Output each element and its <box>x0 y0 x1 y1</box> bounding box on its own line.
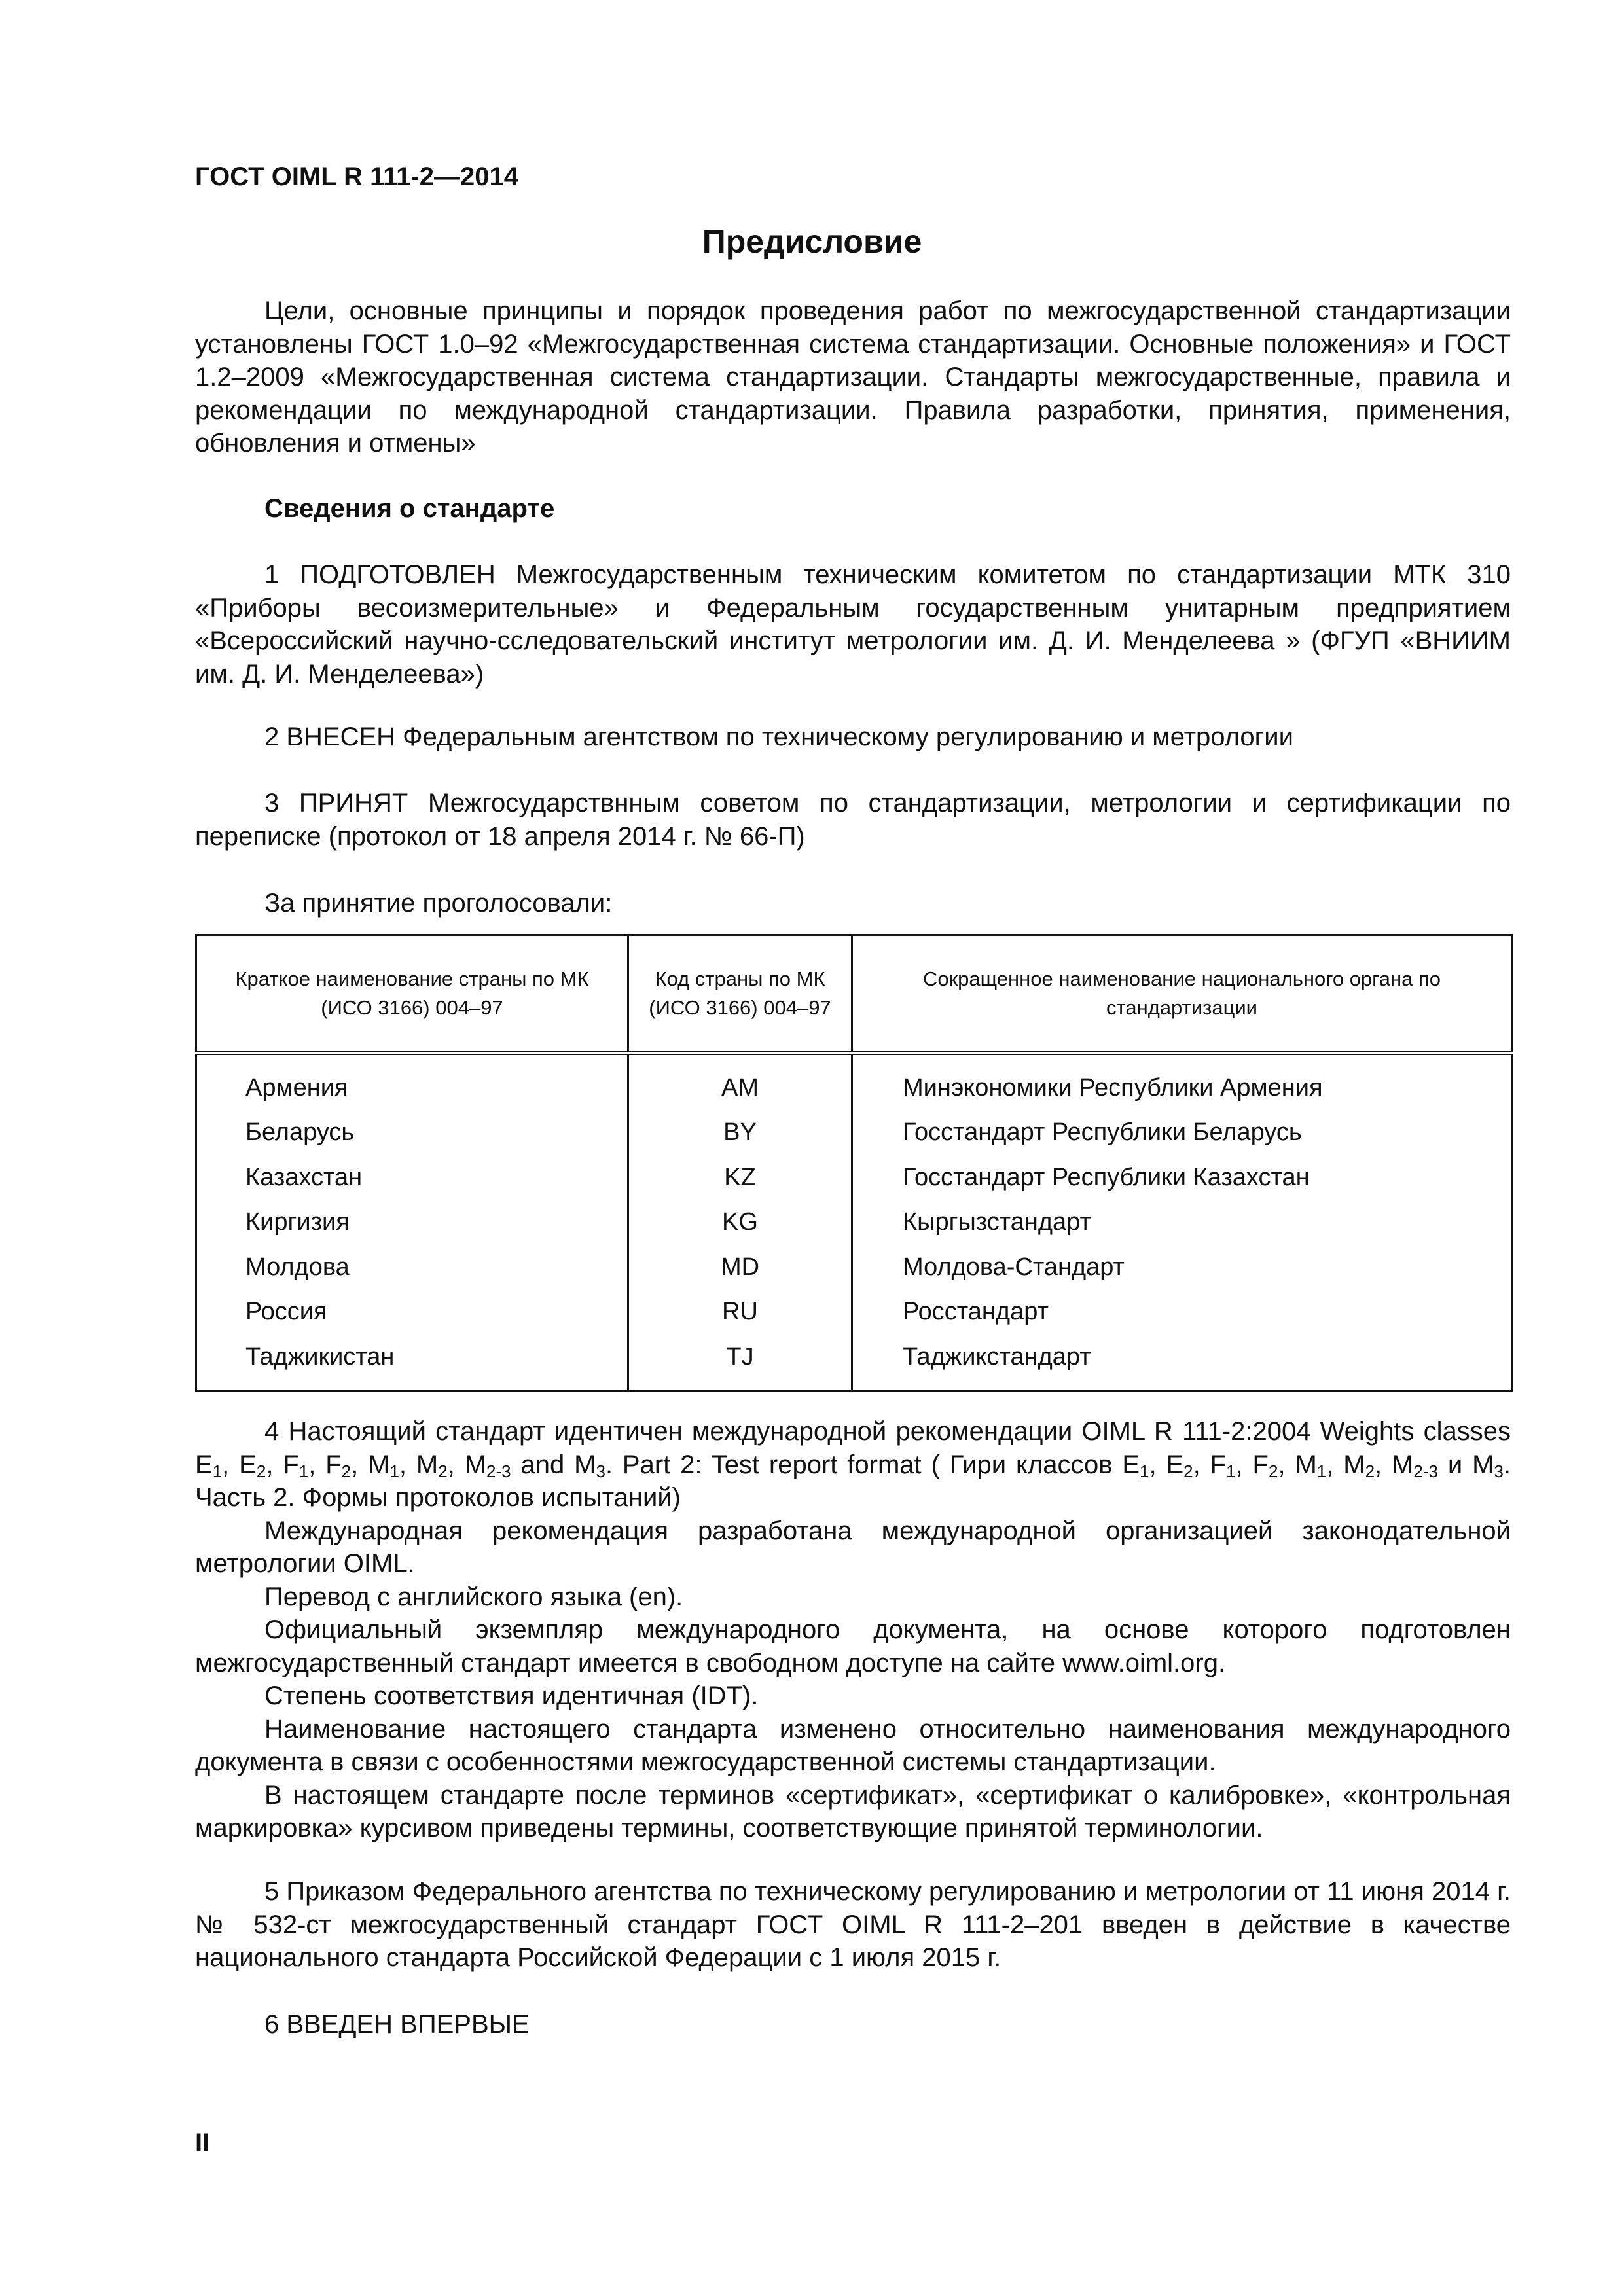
code-cell: KG <box>628 1200 852 1246</box>
body-cell: Молдова-Стандарт <box>852 1245 1512 1290</box>
column-header-country: Краткое наименование страны по МК (ИСО 3166) 004–97 <box>196 935 628 1054</box>
item-2-paragraph: 2 ВНЕСЕН Федеральным агентством по техническому регулированию и метрологии <box>264 723 1293 751</box>
item-4-line: Международная рекомендация разработана международной организацией законодательной метрологии OIML. <box>195 1516 1511 1578</box>
item-4-block <box>195 1415 1511 1845</box>
country-cell: Киргизия <box>196 1200 628 1246</box>
code-cell: BY <box>628 1111 852 1156</box>
intro-block <box>195 295 1511 460</box>
item-4-line: Наименование настоящего стандарта изменено относительно наименования международного документа в связи с особенностями межгосударственной системы стандартизации. <box>195 1714 1511 1776</box>
item-4-line: В настоящем стандарте после терминов «сертификат», «сертификат о калибровке», «контрольная маркировка» курсивом приведены термины, соответствующие принятой терминологии. <box>195 1780 1511 1842</box>
body-cell: Таджикстандарт <box>852 1335 1512 1391</box>
item-3-block <box>195 787 1511 853</box>
table-row <box>196 1290 1512 1335</box>
table-row <box>196 1155 1512 1200</box>
code-cell: KZ <box>628 1155 852 1200</box>
body-cell: Госстандарт Республики Беларусь <box>852 1111 1512 1156</box>
code-cell: RU <box>628 1290 852 1335</box>
vote-label-block <box>195 887 1511 920</box>
voting-table <box>195 934 1513 1392</box>
column-header-body: Сокращенное наименование национального органа по стандартизации <box>852 935 1512 1054</box>
item-4-line: Перевод с английского языка (en). <box>264 1582 683 1611</box>
country-cell: Беларусь <box>196 1111 628 1156</box>
item-4-paragraph: 4 Настоящий стандарт идентичен международной рекомендации OIML R 111-2:2004 Weights classes $E_1$, $E_2$, $F_1$, $F_2$, $M_1$, $M_2$, $M_{2-3}$ and $M_3$. Part 2: Test report format ( Гири классов $E_1$, $E_2$, $F_1$, $F_2$, $M_1$, $M_2$, $M_{2-3}$ и $M_3$. Часть 2. Формы протоколов испытаний) <box>195 1417 1511 1512</box>
table-row <box>196 1053 1512 1111</box>
body-cell: Минэкономики Республики Армения <box>852 1053 1512 1111</box>
table-row <box>196 1245 1512 1290</box>
table-header-row <box>196 935 1512 1054</box>
item-4-line: Степень соответствия идентичная (IDT). <box>264 1681 759 1710</box>
item-2-block <box>195 721 1511 754</box>
table-row <box>196 1111 1512 1156</box>
item-6-paragraph: 6 ВВЕДЕН ВПЕРВЫЕ <box>264 2010 530 2039</box>
code-cell: AM <box>628 1053 852 1111</box>
item-5-block <box>195 1875 1511 1975</box>
table-row <box>196 1200 1512 1246</box>
body-cell: Росстандарт <box>852 1290 1512 1335</box>
country-cell: Казахстан <box>196 1155 628 1200</box>
info-heading: Сведения о стандарте <box>264 494 555 523</box>
item-3-paragraph: 3 ПРИНЯТ Межгосударствнным советом по стандартизации, метрологии и сертификации по переписке (протокол от 18 апреля 2014 г. № 66-П) <box>195 789 1511 851</box>
item-5-paragraph: 5 Приказом Федерального агентства по техническому регулированию и метрологии от 11 июня 2014 г. № 532-ст межгосударственный стандарт ГОСТ OIML R 111-2–201 введен в действие в качестве национального стандарта Российской Федерации с 1 июля 2015 г. <box>195 1877 1511 1972</box>
document-code: ГОСТ OIML R 111-2—2014 <box>195 162 518 191</box>
country-cell: Молдова <box>196 1245 628 1290</box>
body-cell: Госстандарт Республики Казахстан <box>852 1155 1512 1200</box>
code-cell: TJ <box>628 1335 852 1391</box>
code-cell: MD <box>628 1245 852 1290</box>
intro-paragraph: Цели, основные принципы и порядок проведения работ по межгосударственной стандартизации установлены ГОСТ 1.0–92 «Межгосударственная система стандартизации. Основные положения» и ГОСТ 1.2–2009 «Межгосударственная система стандартизации. Стандарты межгосударственные, правила и рекомендации по международной стандартизации. Правила разработки, принятия, применения, обновления и отмены» <box>195 296 1511 457</box>
body-cell: Кыргызстандарт <box>852 1200 1512 1246</box>
item-6-block <box>195 2008 1511 2041</box>
table-row <box>196 1335 1512 1391</box>
item-1-paragraph: 1 ПОДГОТОВЛЕН Межгосударственным техническим комитетом по стандартизации МТК 310 «Приборы весоизмерительные» и Федеральным государственным унитарным предприятием «Всероссийский научно-сследовательский институт метрологии им. Д. И. Менделеева » (ФГУП «ВНИИМ им. Д. И. Менделеева») <box>195 560 1511 689</box>
page-number: II <box>195 2128 210 2157</box>
country-cell: Армения <box>196 1053 628 1111</box>
vote-label: За принятие проголосовали: <box>264 889 613 918</box>
country-cell: Россия <box>196 1290 628 1335</box>
item-4-line: Официальный экземпляр международного документа, на основе которого подготовлен межгосударственный стандарт имеется в свободном доступе на сайте www.oiml.org. <box>195 1615 1511 1677</box>
page-title: Предисловие <box>702 223 922 260</box>
column-header-code: Код страны по МК (ИСО 3166) 004–97 <box>628 935 852 1054</box>
country-cell: Таджикистан <box>196 1335 628 1391</box>
info-heading-block <box>195 492 1511 526</box>
item-1-block <box>195 558 1511 691</box>
